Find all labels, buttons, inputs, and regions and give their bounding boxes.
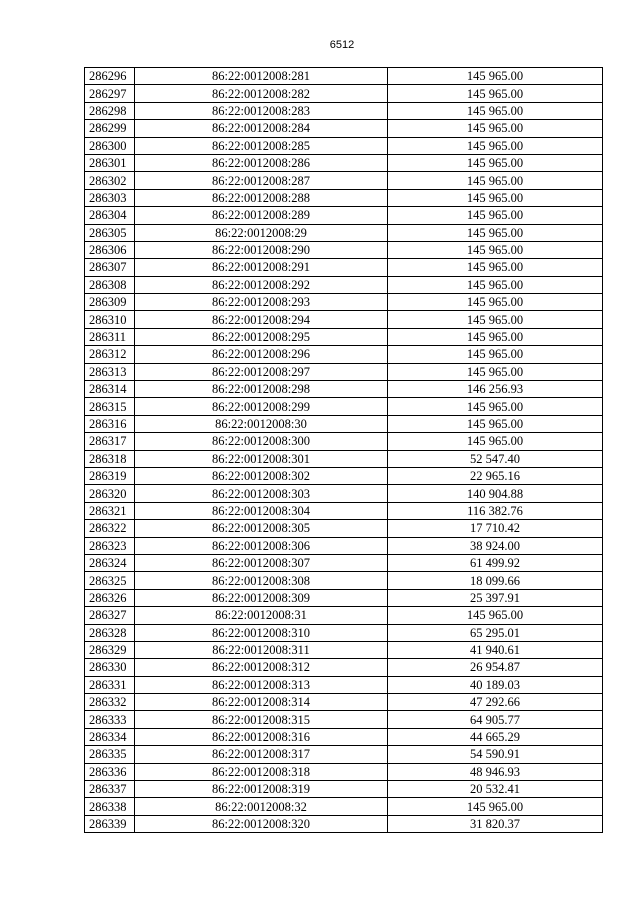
table-row — [85, 276, 603, 293]
cadastral-number-cell: 86:22:0012008:286 — [135, 154, 388, 171]
cadastral-value-cell: 64 905.77 — [388, 711, 603, 728]
row-number-cell: 286330 — [85, 659, 135, 676]
table-row — [85, 467, 603, 484]
row-number-cell: 286333 — [85, 711, 135, 728]
row-number-cell: 286312 — [85, 346, 135, 363]
cadastral-value-cell: 41 940.61 — [388, 641, 603, 658]
cadastral-number-cell: 86:22:0012008:318 — [135, 763, 388, 780]
row-number-cell: 286308 — [85, 276, 135, 293]
row-number-cell: 286317 — [85, 433, 135, 450]
cadastral-value-cell: 145 965.00 — [388, 137, 603, 154]
row-number-cell: 286309 — [85, 294, 135, 311]
cadastral-value-cell: 145 965.00 — [388, 68, 603, 85]
cadastral-value-cell: 61 499.92 — [388, 554, 603, 571]
row-number-cell: 286311 — [85, 328, 135, 345]
page-number: 6512 — [329, 39, 355, 51]
table-row — [85, 328, 603, 345]
cadastral-value-cell: 145 965.00 — [388, 85, 603, 102]
cadastral-number-cell: 86:22:0012008:317 — [135, 746, 388, 763]
cadastral-number-cell: 86:22:0012008:285 — [135, 137, 388, 154]
cadastral-value-cell: 145 965.00 — [388, 172, 603, 189]
row-number-cell: 286297 — [85, 85, 135, 102]
table-row — [85, 554, 603, 571]
table-row — [85, 781, 603, 798]
cadastral-number-cell: 86:22:0012008:309 — [135, 589, 388, 606]
row-number-cell: 286334 — [85, 728, 135, 745]
cadastral-number-cell: 86:22:0012008:32 — [135, 798, 388, 815]
table-row — [85, 520, 603, 537]
cadastral-value-cell: 145 965.00 — [388, 241, 603, 258]
row-number-cell: 286314 — [85, 381, 135, 398]
row-number-cell: 286319 — [85, 467, 135, 484]
cadastral-number-cell: 86:22:0012008:294 — [135, 311, 388, 328]
row-number-cell: 286303 — [85, 189, 135, 206]
table-row — [85, 728, 603, 745]
cadastral-number-cell: 86:22:0012008:289 — [135, 207, 388, 224]
cadastral-number-cell: 86:22:0012008:311 — [135, 641, 388, 658]
cadastral-value-cell: 38 924.00 — [388, 537, 603, 554]
table-row — [85, 746, 603, 763]
row-number-cell: 286316 — [85, 415, 135, 432]
cadastral-number-cell: 86:22:0012008:301 — [135, 450, 388, 467]
cadastral-value-cell: 22 965.16 — [388, 467, 603, 484]
cadastral-number-cell: 86:22:0012008:316 — [135, 728, 388, 745]
cadastral-value-cell: 26 954.87 — [388, 659, 603, 676]
row-number-cell: 286322 — [85, 520, 135, 537]
cadastral-value-cell: 145 965.00 — [388, 433, 603, 450]
table-row — [85, 189, 603, 206]
cadastral-value-cell: 18 099.66 — [388, 572, 603, 589]
table-row — [85, 659, 603, 676]
row-number-cell: 286306 — [85, 241, 135, 258]
cadastral-number-cell: 86:22:0012008:281 — [135, 68, 388, 85]
cadastral-value-cell: 145 965.00 — [388, 207, 603, 224]
cadastral-value-table — [84, 67, 603, 833]
row-number-cell: 286332 — [85, 694, 135, 711]
row-number-cell: 286320 — [85, 485, 135, 502]
table-row — [85, 381, 603, 398]
table-row — [85, 363, 603, 380]
cadastral-value-cell: 145 965.00 — [388, 224, 603, 241]
cadastral-value-cell: 145 965.00 — [388, 363, 603, 380]
cadastral-number-cell: 86:22:0012008:300 — [135, 433, 388, 450]
row-number-cell: 286323 — [85, 537, 135, 554]
row-number-cell: 286331 — [85, 676, 135, 693]
row-number-cell: 286313 — [85, 363, 135, 380]
row-number-cell: 286339 — [85, 815, 135, 832]
table-row — [85, 311, 603, 328]
cadastral-value-cell: 140 904.88 — [388, 485, 603, 502]
row-number-cell: 286305 — [85, 224, 135, 241]
cadastral-number-cell: 86:22:0012008:310 — [135, 624, 388, 641]
table-row — [85, 502, 603, 519]
cadastral-number-cell: 86:22:0012008:298 — [135, 381, 388, 398]
row-number-cell: 286298 — [85, 102, 135, 119]
cadastral-value-cell: 145 965.00 — [388, 154, 603, 171]
cadastral-number-cell: 86:22:0012008:299 — [135, 398, 388, 415]
row-number-cell: 286326 — [85, 589, 135, 606]
cadastral-value-cell: 65 295.01 — [388, 624, 603, 641]
cadastral-value-cell: 54 590.91 — [388, 746, 603, 763]
row-number-cell: 286328 — [85, 624, 135, 641]
cadastral-value-cell: 145 965.00 — [388, 798, 603, 815]
cadastral-value-cell: 145 965.00 — [388, 294, 603, 311]
cadastral-value-cell: 145 965.00 — [388, 415, 603, 432]
table-row — [85, 676, 603, 693]
table-row — [85, 241, 603, 258]
row-number-cell: 286318 — [85, 450, 135, 467]
table-row — [85, 137, 603, 154]
row-number-cell: 286338 — [85, 798, 135, 815]
cadastral-value-cell: 145 965.00 — [388, 607, 603, 624]
row-number-cell: 286337 — [85, 781, 135, 798]
table-row — [85, 589, 603, 606]
cadastral-value-cell: 145 965.00 — [388, 120, 603, 137]
cadastral-value-cell: 52 547.40 — [388, 450, 603, 467]
table-row — [85, 763, 603, 780]
row-number-cell: 286336 — [85, 763, 135, 780]
row-number-cell: 286327 — [85, 607, 135, 624]
cadastral-number-cell: 86:22:0012008:292 — [135, 276, 388, 293]
cadastral-value-cell: 145 965.00 — [388, 102, 603, 119]
cadastral-number-cell: 86:22:0012008:297 — [135, 363, 388, 380]
row-number-cell: 286329 — [85, 641, 135, 658]
table-row — [85, 607, 603, 624]
table-row — [85, 120, 603, 137]
cadastral-number-cell: 86:22:0012008:302 — [135, 467, 388, 484]
row-number-cell: 286302 — [85, 172, 135, 189]
table-row — [85, 815, 603, 832]
table-row — [85, 415, 603, 432]
table-row — [85, 537, 603, 554]
cadastral-number-cell: 86:22:0012008:312 — [135, 659, 388, 676]
cadastral-value-cell: 116 382.76 — [388, 502, 603, 519]
row-number-cell: 286304 — [85, 207, 135, 224]
row-number-cell: 286335 — [85, 746, 135, 763]
table-row — [85, 102, 603, 119]
table-row — [85, 172, 603, 189]
cadastral-number-cell: 86:22:0012008:308 — [135, 572, 388, 589]
table-row — [85, 68, 603, 85]
table-row — [85, 346, 603, 363]
row-number-cell: 286296 — [85, 68, 135, 85]
table-row — [85, 694, 603, 711]
cadastral-value-cell: 20 532.41 — [388, 781, 603, 798]
table-row — [85, 294, 603, 311]
cadastral-number-cell: 86:22:0012008:303 — [135, 485, 388, 502]
row-number-cell: 286310 — [85, 311, 135, 328]
cadastral-number-cell: 86:22:0012008:290 — [135, 241, 388, 258]
table-row — [85, 259, 603, 276]
cadastral-number-cell: 86:22:0012008:319 — [135, 781, 388, 798]
cadastral-number-cell: 86:22:0012008:284 — [135, 120, 388, 137]
cadastral-value-cell: 17 710.42 — [388, 520, 603, 537]
cadastral-value-cell: 146 256.93 — [388, 381, 603, 398]
cadastral-number-cell: 86:22:0012008:283 — [135, 102, 388, 119]
cadastral-number-cell: 86:22:0012008:320 — [135, 815, 388, 832]
cadastral-number-cell: 86:22:0012008:305 — [135, 520, 388, 537]
table-row — [85, 485, 603, 502]
table-row — [85, 398, 603, 415]
cadastral-number-cell: 86:22:0012008:304 — [135, 502, 388, 519]
cadastral-value-cell: 40 189.03 — [388, 676, 603, 693]
row-number-cell: 286307 — [85, 259, 135, 276]
row-number-cell: 286321 — [85, 502, 135, 519]
table-row — [85, 624, 603, 641]
cadastral-value-cell: 31 820.37 — [388, 815, 603, 832]
row-number-cell: 286325 — [85, 572, 135, 589]
cadastral-number-cell: 86:22:0012008:314 — [135, 694, 388, 711]
cadastral-number-cell: 86:22:0012008:30 — [135, 415, 388, 432]
cadastral-number-cell: 86:22:0012008:295 — [135, 328, 388, 345]
cadastral-number-cell: 86:22:0012008:291 — [135, 259, 388, 276]
cadastral-value-cell: 145 965.00 — [388, 189, 603, 206]
cadastral-value-cell: 25 397.91 — [388, 589, 603, 606]
cadastral-number-cell: 86:22:0012008:287 — [135, 172, 388, 189]
cadastral-number-cell: 86:22:0012008:293 — [135, 294, 388, 311]
table-row — [85, 572, 603, 589]
cadastral-number-cell: 86:22:0012008:307 — [135, 554, 388, 571]
table-row — [85, 798, 603, 815]
cadastral-value-cell: 47 292.66 — [388, 694, 603, 711]
table-row — [85, 207, 603, 224]
cadastral-number-cell: 86:22:0012008:296 — [135, 346, 388, 363]
table-body — [85, 68, 603, 833]
table-row — [85, 433, 603, 450]
table-row — [85, 224, 603, 241]
cadastral-number-cell: 86:22:0012008:282 — [135, 85, 388, 102]
table-row — [85, 450, 603, 467]
cadastral-value-cell: 145 965.00 — [388, 259, 603, 276]
table-row — [85, 641, 603, 658]
cadastral-number-cell: 86:22:0012008:306 — [135, 537, 388, 554]
table-row — [85, 154, 603, 171]
row-number-cell: 286300 — [85, 137, 135, 154]
cadastral-value-cell: 145 965.00 — [388, 398, 603, 415]
row-number-cell: 286315 — [85, 398, 135, 415]
row-number-cell: 286301 — [85, 154, 135, 171]
cadastral-value-cell: 145 965.00 — [388, 346, 603, 363]
cadastral-value-cell: 145 965.00 — [388, 276, 603, 293]
cadastral-number-cell: 86:22:0012008:31 — [135, 607, 388, 624]
cadastral-value-cell: 48 946.93 — [388, 763, 603, 780]
cadastral-value-cell: 44 665.29 — [388, 728, 603, 745]
cadastral-number-cell: 86:22:0012008:288 — [135, 189, 388, 206]
cadastral-number-cell: 86:22:0012008:315 — [135, 711, 388, 728]
cadastral-value-cell: 145 965.00 — [388, 311, 603, 328]
cadastral-value-cell: 145 965.00 — [388, 328, 603, 345]
row-number-cell: 286324 — [85, 554, 135, 571]
cadastral-number-cell: 86:22:0012008:313 — [135, 676, 388, 693]
cadastral-number-cell: 86:22:0012008:29 — [135, 224, 388, 241]
table-row — [85, 85, 603, 102]
table-row — [85, 711, 603, 728]
row-number-cell: 286299 — [85, 120, 135, 137]
